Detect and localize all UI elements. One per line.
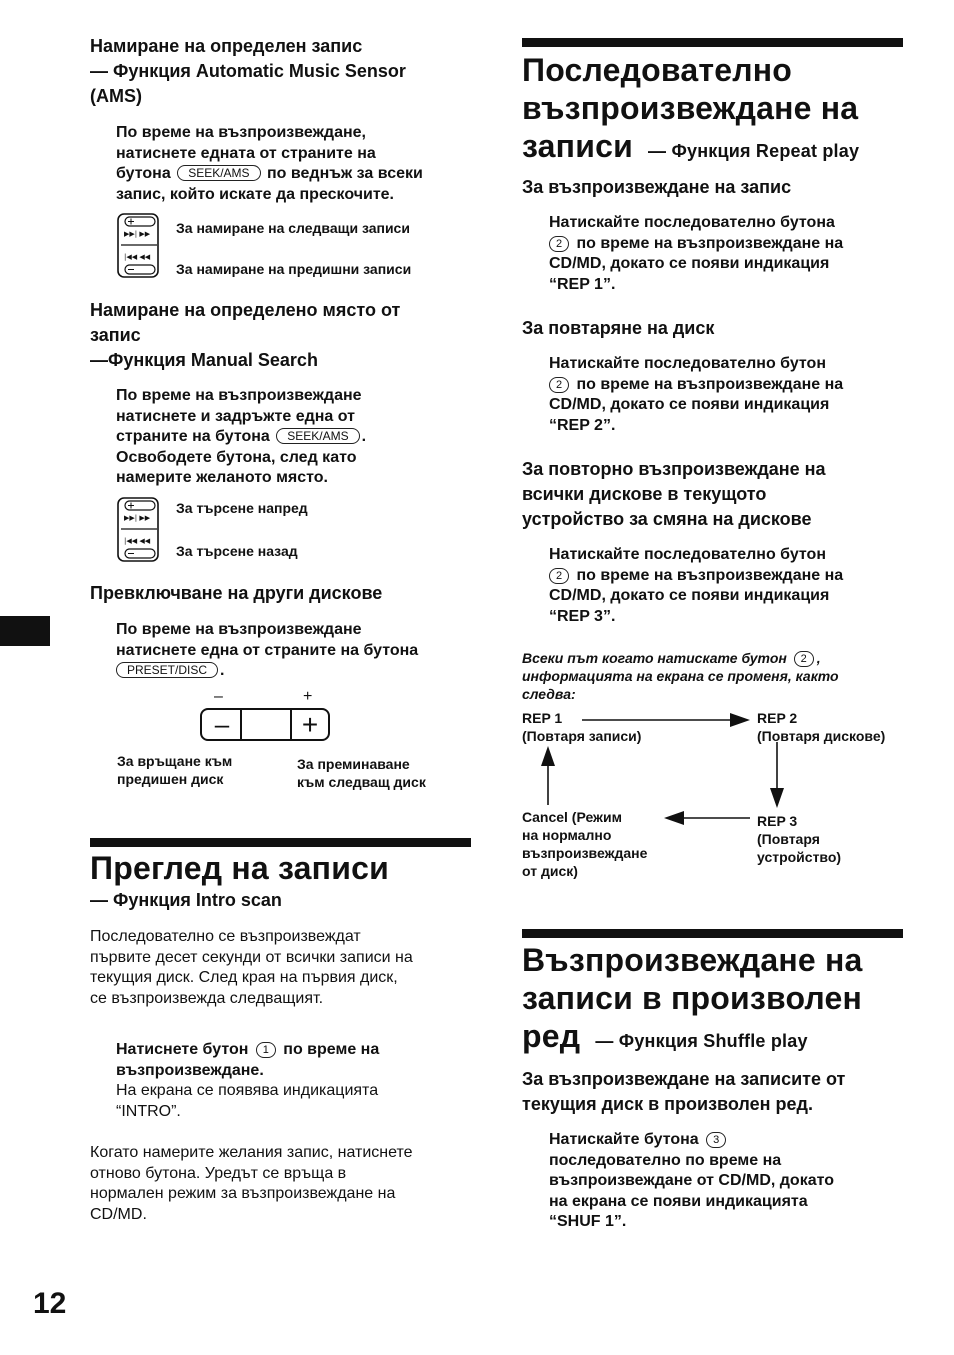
flow-rep2-line: REP 2	[757, 710, 798, 726]
disc-instr-line: натиснете една от страните на бутона	[116, 641, 419, 659]
disc-label-prev	[117, 752, 232, 788]
page-number: 12	[33, 1287, 67, 1320]
repeat-s2-text: по време на възпроизвеждане на	[576, 375, 844, 393]
ams-heading-line: (AMS)	[90, 86, 142, 106]
intro-after	[90, 1143, 413, 1225]
svg-text:▶▶| ▶▶: ▶▶| ▶▶	[124, 230, 151, 238]
intro-step-line: На екрана се появява индикацията	[116, 1082, 379, 1099]
shuffle-instructions	[549, 1130, 909, 1233]
flow-rep1-line: REP 1	[522, 710, 563, 726]
repeat-s3-text: по време на възпроизвеждане на	[576, 566, 844, 584]
repeat-note	[522, 649, 902, 703]
disc-label-line: За преминаване	[297, 756, 410, 772]
svg-text:▶▶| ▶▶: ▶▶| ▶▶	[124, 514, 151, 522]
button-3-label: 3	[706, 1132, 726, 1148]
repeat-note-text: ,	[816, 650, 821, 666]
plus-sign: +	[303, 688, 313, 705]
manual-instr-text: страните на бутона	[116, 428, 270, 445]
repeat-s3-line: “REP 3”.	[549, 607, 616, 625]
intro-after-line: нормален режим за възпроизвеждане на	[90, 1185, 396, 1202]
manual-instr-line: намерите желаното място.	[116, 469, 328, 486]
shuffle-heading-line: текущия диск в произволен ред.	[522, 1094, 813, 1114]
preset-disc-button-label: PRESET/DISC	[116, 662, 218, 678]
repeat-subtitle: — Функция Repeat play	[648, 141, 860, 161]
seek-button-illustration	[117, 497, 161, 563]
arrow-down-head	[770, 788, 784, 808]
manual-instr-line: По време на възпроизвеждане	[116, 387, 362, 404]
disc-instructions	[116, 620, 476, 682]
section-divider-bar	[90, 838, 471, 847]
shuffle-title-line: ред	[522, 1018, 581, 1054]
repeat-s3-heading-line: устройство за смяна на дискове	[522, 509, 812, 529]
disc-instr-text: .	[220, 662, 225, 679]
repeat-s1-line: “REP 1”.	[549, 275, 616, 293]
ams-instr-line: натиснете едната от страните на	[116, 144, 376, 162]
disc-label-line: За връщане към	[117, 753, 233, 769]
flow-cancel-line: възпроизвеждане	[522, 845, 648, 861]
ams-instr-text: бутона	[116, 165, 171, 182]
flow-rep1-line: (Повтаря записи)	[522, 728, 642, 744]
repeat-s1-heading: За възпроизвеждане на запис	[522, 177, 792, 197]
shuffle-instr-text: Натискайте бутона	[549, 1131, 699, 1148]
repeat-s2-line: Натискайте последователно бутон	[549, 355, 826, 372]
intro-desc-line: се възпроизвежда следващият.	[90, 989, 324, 1007]
repeat-s3-line: Натискайте последователно бутон	[549, 546, 826, 563]
repeat-s2-heading: За повтаряне на диск	[522, 318, 715, 338]
manual-instr-line: натиснете и задръжте една от	[116, 407, 355, 425]
button-2-label: 2	[549, 236, 569, 252]
ams-heading-line: Намиране на определен запис	[90, 36, 363, 56]
button-divider	[290, 710, 292, 739]
disc-label-line: към следващ диск	[297, 774, 426, 790]
repeat-title-line: записи	[522, 128, 633, 164]
shuffle-instr-line: на екрана се появи индикацията	[549, 1192, 808, 1210]
manual-label-forward: За търсене напред	[176, 500, 308, 516]
repeat-note-line: следва:	[522, 686, 576, 702]
button-1-label: 1	[256, 1042, 276, 1058]
intro-step	[116, 1040, 476, 1122]
manual-heading-line: Намиране на определено място от	[90, 300, 401, 320]
intro-step-text: Натиснете бутон	[116, 1041, 249, 1058]
flow-cancel-line: Cancel (Режим	[522, 809, 622, 825]
arrow-up-head	[541, 746, 555, 766]
repeat-title-line: Последователно	[522, 52, 793, 88]
button-2-label: 2	[549, 568, 569, 584]
shuffle-title-line: Възпроизвеждане на	[522, 942, 863, 978]
manual-instr-line: Освободете бутона, след като	[116, 448, 357, 466]
intro-subtitle: — Функция Intro scan	[90, 890, 282, 910]
button-2-label: 2	[549, 377, 569, 393]
ams-instr-text: по веднъж за всеки	[267, 165, 423, 182]
manual-instructions	[116, 386, 476, 489]
intro-after-line: CD/MD.	[90, 1205, 147, 1223]
repeat-s1-line: CD/MD, докато се появи индикация	[549, 255, 830, 272]
ams-instr-line: запис, който искате да прескочите.	[116, 185, 394, 203]
ams-label-next: За намиране на следващи записи	[176, 220, 410, 236]
repeat-s1-text: по време на възпроизвеждане на	[576, 234, 844, 252]
intro-title: Преглед на записи	[90, 850, 389, 886]
flow-arrows	[520, 700, 820, 830]
button-2-label: 2	[794, 651, 814, 667]
disc-heading: Превключване на други дискове	[90, 583, 383, 603]
plus-key-icon: +	[301, 709, 319, 740]
repeat-s3-heading	[522, 457, 826, 532]
preset-disc-button	[200, 708, 330, 741]
ams-instr-line: По време на възпроизвеждане,	[116, 124, 366, 141]
svg-text:|◀◀ ◀◀: |◀◀ ◀◀	[124, 537, 151, 545]
shuffle-heading-line: За възпроизвеждане на записите от	[522, 1069, 846, 1089]
intro-desc-line: Последователно се възпроизвеждат	[90, 928, 361, 945]
svg-text:|◀◀ ◀◀: |◀◀ ◀◀	[124, 253, 151, 261]
ams-label-prev: За намиране на предишни записи	[176, 261, 412, 277]
seek-button-illustration	[117, 213, 161, 279]
manual-label-back: За търсене назад	[176, 543, 298, 559]
repeat-note-text: Всеки път когато натискате бутон	[522, 650, 787, 666]
repeat-note-line: информацията на екрана се променя, както	[522, 668, 839, 684]
repeat-s1-line: Натискайте последователно бутона	[549, 214, 835, 231]
shuffle-title-line: записи в произволен	[522, 980, 863, 1016]
button-divider	[240, 710, 242, 739]
intro-step-line: възпроизвеждане.	[116, 1061, 264, 1079]
section-divider-bar	[522, 38, 903, 47]
repeat-s3-line: CD/MD, докато се появи индикация	[549, 587, 830, 604]
repeat-s3-heading-line: всички дискове в текущото	[522, 484, 767, 504]
flow-rep3-line: (Повтаря	[757, 831, 820, 847]
arrow-right-head	[730, 713, 750, 727]
manual-instr-text: .	[361, 428, 367, 445]
intro-description	[90, 927, 413, 1009]
intro-after-line: отново бутона. Уредът се връща в	[90, 1164, 347, 1182]
manual-heading	[90, 298, 400, 373]
shuffle-instr-line: последователно по време на	[549, 1151, 782, 1169]
flow-rep3-line: REP 3	[757, 813, 798, 829]
manual-heading-line: запис	[90, 325, 141, 345]
repeat-s2-line: “REP 2”.	[549, 416, 616, 434]
repeat-title-line: възпроизвеждане на	[522, 90, 859, 126]
flow-rep3-line: устройство)	[757, 849, 842, 865]
shuffle-instr-line: възпроизвеждане от CD/MD, докато	[549, 1172, 834, 1189]
flow-cancel-line: от диск)	[522, 863, 578, 879]
intro-desc-line: първите десет секунди от всички записи на	[90, 948, 413, 966]
intro-step-text: по време на	[283, 1041, 380, 1058]
shuffle-heading	[522, 1067, 845, 1117]
disc-label-line: предишен диск	[117, 771, 224, 787]
seek-ams-button-label: SEEK/AMS	[177, 165, 260, 181]
section-divider-bar	[522, 929, 903, 938]
ams-instructions	[116, 123, 476, 205]
ams-heading	[90, 34, 406, 109]
flow-cancel-line: на нормално	[522, 827, 612, 843]
seek-ams-button-label: SEEK/AMS	[276, 428, 359, 444]
repeat-s3-heading-line: За повторно възпроизвеждане на	[522, 459, 826, 479]
shuffle-subtitle: — Функция Shuffle play	[595, 1031, 808, 1051]
ams-heading-line: — Функция Automatic Music Sensor	[90, 61, 406, 81]
manual-heading-line: —Функция Manual Search	[90, 350, 318, 370]
intro-after-line: Когато намерите желания запис, натиснете	[90, 1144, 413, 1161]
repeat-s3-instructions	[549, 545, 909, 627]
intro-desc-line: текущия диск. След края на първия диск,	[90, 969, 398, 986]
arrow-left-head	[664, 811, 684, 825]
disc-label-next	[297, 755, 426, 791]
repeat-s1-instructions	[549, 213, 909, 295]
intro-step-line: “INTRO”.	[116, 1102, 181, 1120]
shuffle-instr-line: “SHUF 1”.	[549, 1213, 627, 1230]
flow-rep2-line: (Повтаря дискове)	[757, 728, 886, 744]
repeat-s2-instructions	[549, 354, 909, 436]
minus-key-icon: –	[214, 709, 230, 739]
shuffle-title	[522, 941, 863, 1055]
repeat-s2-line: CD/MD, докато се появи индикация	[549, 396, 830, 413]
minus-sign: –	[214, 688, 223, 705]
disc-instr-line: По време на възпроизвеждане	[116, 621, 362, 638]
repeat-title	[522, 51, 859, 165]
side-tab-marker	[0, 616, 50, 646]
